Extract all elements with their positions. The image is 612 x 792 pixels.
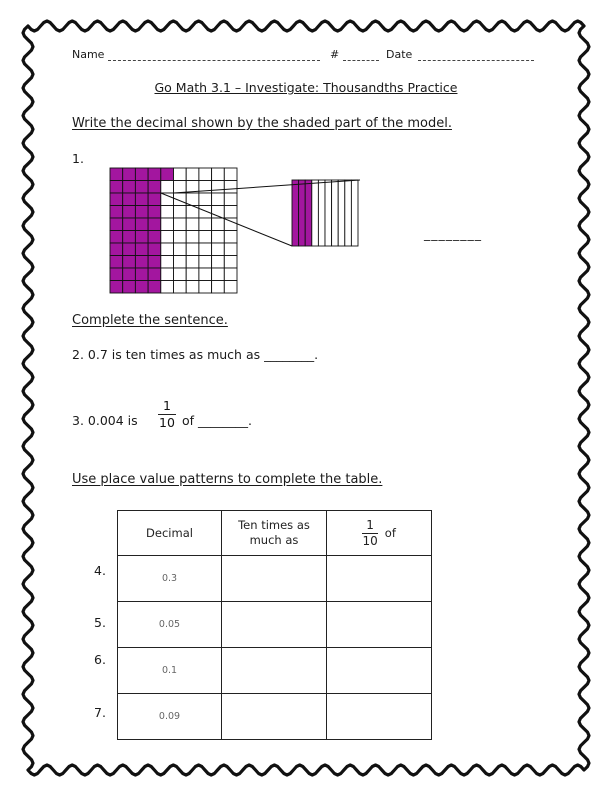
grid-cell: [212, 193, 225, 206]
grid-cell: [199, 256, 212, 269]
grid-cell: [135, 268, 148, 281]
grid-cell: [110, 181, 123, 194]
grid-cell: [148, 243, 161, 256]
fraction-denominator: 10: [159, 415, 175, 430]
grid-cell: [148, 193, 161, 206]
grid-cell: [224, 268, 237, 281]
grid-cell: [199, 193, 212, 206]
zoom-cell: [312, 180, 319, 246]
row-6-one-tenth-cell[interactable]: [327, 648, 432, 694]
grid-cell: [148, 181, 161, 194]
thousandths-zoom-column: [292, 180, 358, 246]
grid-cell: [123, 256, 136, 269]
grid-cell: [110, 206, 123, 219]
row-5-number: 5.: [94, 615, 106, 630]
row-6-decimal: 0.1: [118, 648, 222, 694]
grid-cell: [174, 206, 187, 219]
grid-cell: [212, 181, 225, 194]
name-label: Name: [72, 48, 105, 61]
number-blank[interactable]: [343, 60, 379, 61]
grid-cell: [186, 218, 199, 231]
grid-cell: [110, 243, 123, 256]
grid-cell: [110, 268, 123, 281]
grid-cell: [199, 206, 212, 219]
grid-cell: [186, 281, 199, 294]
zoom-cell: [351, 180, 358, 246]
name-blank[interactable]: [108, 60, 320, 61]
grid-cell: [161, 218, 174, 231]
number-label: #: [330, 48, 340, 61]
grid-cell: [174, 268, 187, 281]
grid-cell: [135, 281, 148, 294]
question-1-number: 1.: [72, 151, 84, 166]
grid-cell: [174, 243, 187, 256]
zoom-cell: [338, 180, 345, 246]
header-one-tenth-of: [327, 511, 432, 556]
page-title: Go Math 3.1 – Investigate: Thousandths Practice: [154, 80, 458, 95]
row-4-number: 4.: [94, 563, 106, 578]
table-row: [118, 556, 432, 602]
question-3-fraction: [158, 399, 176, 430]
grid-cell: [123, 181, 136, 194]
grid-cell: [110, 168, 123, 181]
grid-cell: [148, 168, 161, 181]
grid-cell: [224, 231, 237, 244]
grid-cell: [123, 193, 136, 206]
grid-cell: [123, 231, 136, 244]
grid-cell: [110, 256, 123, 269]
grid-cell: [161, 168, 174, 181]
header-ten-times: [222, 511, 327, 556]
question-2-text: 2. 0.7 is ten times as much as ________.: [72, 347, 319, 362]
grid-cell: [224, 181, 237, 194]
grid-cell: [123, 206, 136, 219]
grid-cell: [161, 181, 174, 194]
grid-cell: [135, 168, 148, 181]
grid-cell: [110, 218, 123, 231]
question-3-prefix: 3. 0.004 is: [72, 413, 138, 428]
grid-cell: [174, 231, 187, 244]
grid-cell: [224, 168, 237, 181]
grid-cell: [174, 256, 187, 269]
grid-cell: [224, 256, 237, 269]
grid-cell: [212, 231, 225, 244]
grid-cell: [199, 168, 212, 181]
grid-cell: [161, 231, 174, 244]
grid-cell: [186, 256, 199, 269]
grid-cell: [174, 281, 187, 294]
row-6-ten-times-cell[interactable]: [222, 648, 327, 694]
date-label: Date: [386, 48, 413, 61]
grid-cell: [161, 268, 174, 281]
row-5-ten-times-cell[interactable]: [222, 602, 327, 648]
row-7-decimal: 0.09: [118, 694, 222, 740]
grid-cell: [110, 193, 123, 206]
grid-cell: [135, 231, 148, 244]
row-7-ten-times-cell[interactable]: [222, 694, 327, 740]
grid-cell: [186, 231, 199, 244]
zoom-cell: [332, 180, 339, 246]
table-row: [118, 694, 432, 740]
header-fraction-numerator: 1: [366, 517, 374, 532]
grid-cell: [186, 168, 199, 181]
grid-cell: [199, 243, 212, 256]
decimal-model-diagram: [100, 160, 370, 300]
grid-cell: [161, 193, 174, 206]
grid-cell: [110, 231, 123, 244]
grid-cell: [224, 281, 237, 294]
header-ten-times-label: Ten times as much as: [238, 518, 310, 547]
grid-cell: [123, 243, 136, 256]
header-decimal-label: Decimal: [146, 526, 193, 540]
grid-cell: [174, 218, 187, 231]
grid-cell: [199, 268, 212, 281]
zoom-cell: [305, 180, 312, 246]
grid-cell: [212, 268, 225, 281]
table-row: [118, 602, 432, 648]
header-decimal: [118, 511, 222, 556]
grid-cell: [199, 281, 212, 294]
grid-cell: [148, 218, 161, 231]
grid-cell: [212, 218, 225, 231]
grid-cell: [148, 231, 161, 244]
section3-heading: Use place value patterns to complete the table.: [72, 472, 383, 487]
header-of-label: of: [384, 526, 396, 540]
grid-cell: [123, 168, 136, 181]
zoom-cell: [325, 180, 332, 246]
fraction-numerator: 1: [163, 398, 171, 413]
zoom-cell: [299, 180, 306, 246]
row-4-one-tenth-cell[interactable]: [327, 556, 432, 602]
grid-cell: [135, 256, 148, 269]
grid-cell: [135, 193, 148, 206]
grid-cell: [174, 181, 187, 194]
place-value-table: [117, 510, 432, 740]
grid-cell: [148, 256, 161, 269]
hundredths-grid: [110, 168, 237, 293]
row-4-ten-times-cell[interactable]: [222, 556, 327, 602]
grid-cell: [212, 168, 225, 181]
zoom-cell: [292, 180, 299, 246]
header-fraction-denominator: 10: [362, 533, 378, 548]
grid-cell: [224, 206, 237, 219]
grid-cell: [135, 243, 148, 256]
grid-cell: [199, 231, 212, 244]
grid-cell: [199, 218, 212, 231]
table-header-row: [118, 511, 432, 556]
grid-cell: [224, 193, 237, 206]
grid-cell: [161, 281, 174, 294]
section2-heading: Complete the sentence.: [72, 313, 228, 328]
grid-cell: [135, 181, 148, 194]
grid-cell: [123, 281, 136, 294]
grid-cell: [110, 281, 123, 294]
grid-cell: [135, 218, 148, 231]
grid-cell: [212, 281, 225, 294]
grid-cell: [123, 218, 136, 231]
grid-cell: [123, 268, 136, 281]
question-3-suffix: of ________.: [182, 413, 252, 428]
row-4-decimal: 0.3: [118, 556, 222, 602]
zoom-cell: [345, 180, 352, 246]
row-5-one-tenth-cell[interactable]: [327, 602, 432, 648]
zoom-cell: [318, 180, 325, 246]
grid-cell: [212, 243, 225, 256]
grid-cell: [161, 243, 174, 256]
grid-cell: [148, 206, 161, 219]
grid-cell: [224, 243, 237, 256]
grid-cell: [186, 243, 199, 256]
row-6-number: 6.: [94, 652, 106, 667]
grid-cell: [148, 268, 161, 281]
question-1-answer-blank[interactable]: ________: [424, 226, 482, 241]
section1-heading: Write the decimal shown by the shaded part of the model.: [72, 116, 452, 131]
date-blank[interactable]: [418, 60, 534, 61]
table-row: [118, 648, 432, 694]
grid-cell: [174, 168, 187, 181]
grid-cell: [148, 281, 161, 294]
grid-cell: [186, 268, 199, 281]
row-7-number: 7.: [94, 705, 106, 720]
grid-cell: [161, 206, 174, 219]
row-7-one-tenth-cell[interactable]: [327, 694, 432, 740]
grid-cell: [212, 256, 225, 269]
header-fraction: [362, 519, 378, 548]
grid-cell: [161, 256, 174, 269]
grid-cell: [135, 206, 148, 219]
row-5-decimal: 0.05: [118, 602, 222, 648]
